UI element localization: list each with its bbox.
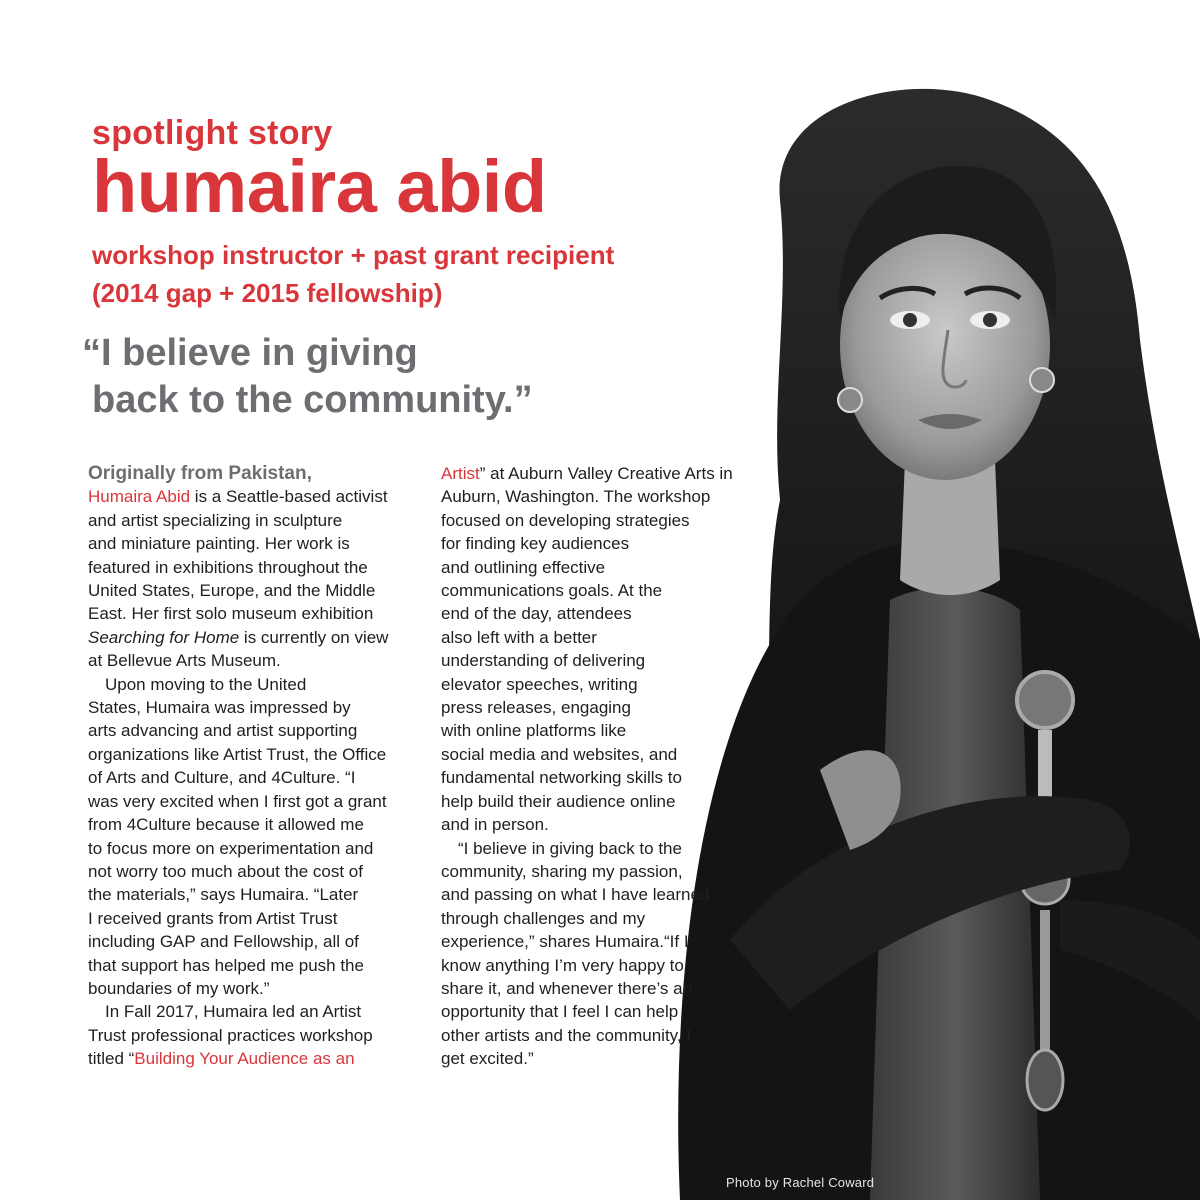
text-line: communications goals. At the: [441, 581, 663, 601]
text-line: including GAP and Fellowship, all of: [88, 932, 359, 952]
text-line: [441, 462, 761, 485]
text-line: from 4Culture because it allowed me: [88, 815, 364, 835]
workshop-title-link-end[interactable]: Artist: [441, 464, 480, 483]
text-line: Upon moving to the United: [105, 674, 307, 694]
text-line: In Fall 2017, Humaira led an Artist: [105, 1002, 362, 1022]
text-span: ” at Auburn Valley Creative Arts in: [479, 464, 733, 483]
text-line: United States, Europe, and the Middle: [88, 581, 376, 601]
text-span: titled “: [88, 1049, 135, 1069]
workshop-title-link[interactable]: Building Your Audience as an: [134, 1049, 355, 1069]
text-line: of Arts and Culture, and 4Culture. “I: [88, 768, 356, 788]
text-line: focused on developing strategies: [441, 510, 690, 530]
text-line: know anything I’m very happy to: [441, 955, 684, 975]
text-line: and in person.: [441, 815, 549, 835]
text-line: Trust professional practices workshop: [88, 1025, 373, 1045]
text-line: [88, 1047, 418, 1070]
text-line: fundamental networking skills to: [441, 768, 682, 788]
text-line: [88, 626, 418, 649]
pull-quote-line-1: “I believe in giving: [82, 332, 418, 374]
text-line: Auburn, Washington. The workshop: [441, 487, 711, 507]
text-line: elevator speeches, writing: [441, 674, 638, 694]
text-line: through challenges and my: [441, 908, 646, 928]
text-line: help build their audience online: [441, 791, 676, 811]
subtitle-line-1: workshop instructor + past grant recipient: [92, 240, 615, 270]
lead-in: Originally from Pakistan,: [88, 463, 312, 484]
text-line: social media and websites, and: [441, 744, 678, 764]
text-line: that support has helped me push the: [88, 955, 364, 975]
text-line: and miniature painting. Her work is: [88, 534, 350, 554]
text-line: with online platforms like: [441, 721, 627, 741]
text-line: arts advancing and artist supporting: [88, 721, 358, 741]
text-line: boundaries of my work.”: [88, 978, 270, 998]
text-line: I received grants from Artist Trust: [88, 908, 338, 928]
text-line: “I believe in giving back to the: [458, 838, 682, 858]
pull-quote: [82, 330, 533, 424]
text-line: opportunity that I feel I can help: [441, 1002, 679, 1022]
section-kicker: spotlight story: [92, 114, 333, 152]
page-title: humaira abid: [92, 145, 547, 228]
name-link[interactable]: Humaira Abid: [88, 487, 191, 507]
text-line: also left with a better: [441, 627, 597, 647]
subtitle-line-2: (2014 gap + 2015 fellowship): [92, 278, 443, 308]
text-span: is a Seattle-based activist: [190, 487, 388, 507]
text-line: [88, 485, 418, 508]
article-column-2: [441, 462, 761, 1071]
text-line: and artist specializing in sculpture: [88, 510, 343, 530]
text-line: understanding of delivering: [441, 651, 646, 671]
text-line: and outlining effective: [441, 557, 606, 577]
text-line: featured in exhibitions throughout the: [88, 557, 368, 577]
text-line: the materials,” says Humaira. “Later: [88, 885, 359, 905]
photo-credit: Photo by Rachel Coward: [726, 1175, 875, 1190]
text-line: to focus more on experimentation and: [88, 838, 374, 858]
text-span: is currently on view: [239, 627, 389, 647]
article-column-1: [88, 462, 418, 1071]
text-line: community, sharing my passion,: [441, 861, 683, 881]
text-line: get excited.”: [441, 1049, 534, 1069]
text-line: end of the day, attendees: [441, 604, 632, 624]
text-line: other artists and the community, I: [441, 1025, 692, 1045]
text-line: press releases, engaging: [441, 698, 631, 718]
text-line: East. Her first solo museum exhibition: [88, 604, 374, 624]
text-line: experience,” shares Humaira.“If I: [441, 932, 689, 952]
text-line: not worry too much about the cost of: [88, 861, 363, 881]
text-line: at Bellevue Arts Museum.: [88, 651, 281, 671]
text-line: was very excited when I first got a grant: [88, 791, 387, 811]
text-line: and passing on what I have learned: [441, 885, 710, 905]
text-line: for finding key audiences: [441, 534, 630, 554]
pull-quote-line-2: back to the community.”: [92, 379, 533, 421]
subtitle: [92, 236, 614, 312]
exhibition-title: Searching for Home: [88, 627, 240, 647]
text-line: States, Humaira was impressed by: [88, 698, 351, 718]
text-line: share it, and whenever there’s an: [441, 978, 693, 998]
text-line: organizations like Artist Trust, the Office: [88, 744, 387, 764]
